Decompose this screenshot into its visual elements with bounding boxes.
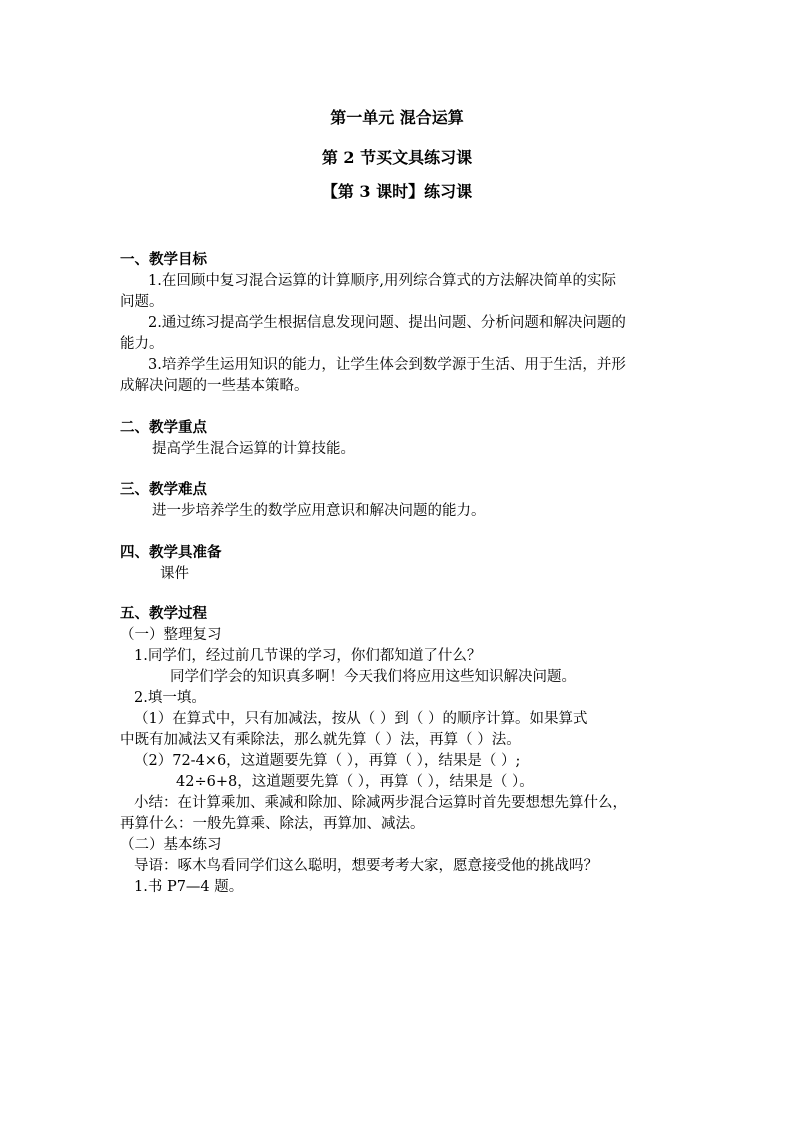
- lesson-title: 【第 3 课时】练习课: [321, 182, 473, 201]
- process-part-1: （一）整理复习: [120, 627, 222, 643]
- difficulty-heading: 三、教学难点: [120, 481, 207, 498]
- materials-heading: 四、教学具准备: [120, 544, 222, 561]
- process-line-9: 再算什么：一般先算乘、除法，再算加、减法。: [120, 816, 425, 832]
- goals-line-3: 2.通过练习提高学生根据信息发现问题、提出问题、分析问题和解决问题的: [148, 315, 626, 331]
- process-line-5: 中既有加减法又有乘除法，那么就先算（ ）法，再算（ ）法。: [120, 732, 521, 748]
- document-title: 第一单元 混合运算: [330, 108, 464, 127]
- process-line-6: （2）72-4×6，这道题要先算（ ），再算（ ），结果是（ ）;: [134, 753, 521, 769]
- process-line-1: 1.同学们，经过前几节课的学习，你们都知道了什么？: [134, 648, 482, 664]
- process-line-4: （1）在算式中，只有加减法，按从（ ）到（ ）的顺序计算。如果算式: [134, 711, 588, 727]
- process-heading: 五、教学过程: [120, 605, 207, 622]
- process-line-7: 42÷6+8，这道题要先算（ ），再算（ ），结果是（ ）。: [176, 774, 534, 790]
- process-line-3: 2.填一填。: [134, 690, 206, 706]
- goals-heading: 一、教学目标: [120, 251, 207, 268]
- goals-line-6: 成解决问题的一些基本策略。: [120, 378, 309, 394]
- process-line-11: 1.书 P7—4 题。: [134, 879, 244, 895]
- process-line-8: 小结：在计算乘加、乘减和除加、除减两步混合运算时首先要想想先算什么，: [134, 795, 627, 811]
- goals-line-2: 问题。: [120, 294, 164, 310]
- goals-line-4: 能力。: [120, 336, 164, 352]
- key-heading: 二、教学重点: [120, 419, 207, 436]
- section-subtitle: 第 2 节买文具练习课: [321, 148, 473, 167]
- goals-line-5: 3.培养学生运用知识的能力，让学生体会到数学源于生活、用于生活，并形: [148, 357, 626, 373]
- key-line-1: 提高学生混合运算的计算技能。: [152, 441, 355, 457]
- process-line-2: 同学们学会的知识真多啊！今天我们将应用这些知识解决问题。: [170, 669, 576, 685]
- materials-line-1: 课件: [160, 566, 189, 582]
- process-line-10: 导语：啄木鸟看同学们这么聪明，想要考考大家，愿意接受他的挑战吗？: [134, 858, 598, 874]
- difficulty-line-1: 进一步培养学生的数学应用意识和解决问题的能力。: [152, 503, 486, 519]
- goals-line-1: 1.在回顾中复习混合运算的计算顺序,用列综合算式的方法解决简单的实际: [148, 273, 616, 289]
- process-part-2: （二）基本练习: [120, 837, 222, 853]
